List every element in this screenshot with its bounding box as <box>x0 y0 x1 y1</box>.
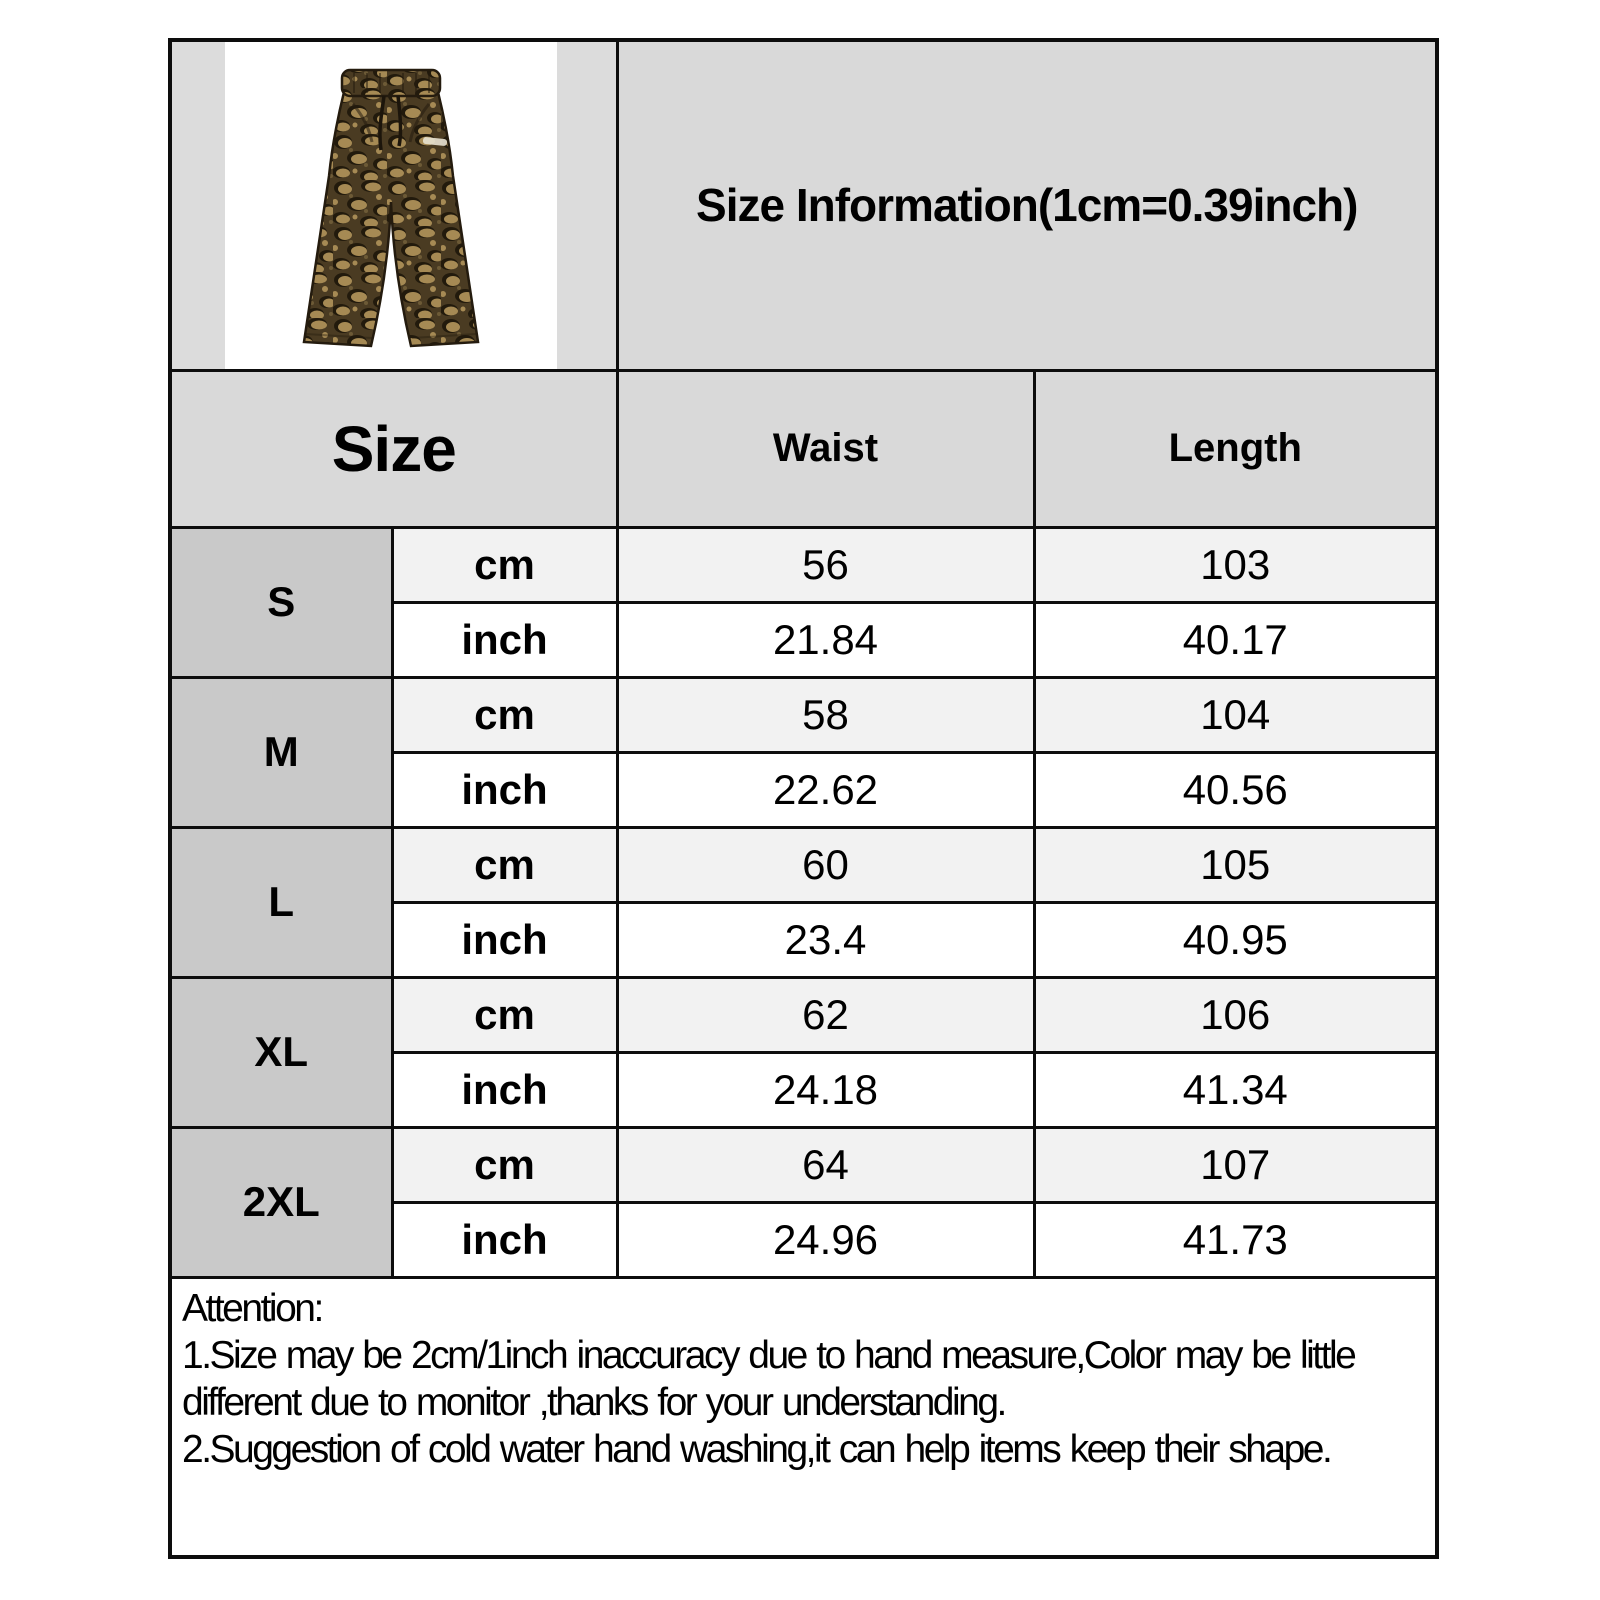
table-row-xl-cm <box>170 977 1437 1052</box>
attention-note-1: 1.Size may be 2cm/1inch inaccuracy due to hand measure,Color may be little different due to monitor ,thanks for your understanding. <box>182 1333 1355 1424</box>
size-header-label: Size <box>331 412 456 485</box>
leopard-pants-image <box>225 42 557 370</box>
table-row-m-cm <box>170 677 1437 752</box>
size-label-s: S <box>170 527 392 677</box>
waist-value: 56 <box>617 527 1034 602</box>
waist-value: 58 <box>617 677 1034 752</box>
header-row <box>170 370 1437 527</box>
unit-label: cm <box>392 1127 617 1202</box>
unit-label: inch <box>392 1052 617 1127</box>
length-value: 105 <box>1034 827 1437 902</box>
unit-label: cm <box>392 527 617 602</box>
unit-label: cm <box>392 827 617 902</box>
length-value: 40.56 <box>1034 752 1437 827</box>
table-row-l-cm <box>170 827 1437 902</box>
size-label-l: L <box>170 827 392 977</box>
size-header-cell <box>170 370 617 527</box>
attention-row <box>170 1277 1437 1557</box>
size-info-title-cell <box>617 40 1437 370</box>
waist-value: 64 <box>617 1127 1034 1202</box>
waist-value: 24.96 <box>617 1202 1034 1277</box>
length-value: 106 <box>1034 977 1437 1052</box>
size-label-m: M <box>170 677 392 827</box>
size-label-2xl: 2XL <box>170 1127 392 1277</box>
waist-value: 21.84 <box>617 602 1034 677</box>
length-value: 103 <box>1034 527 1437 602</box>
size-info-title: Size Information(1cm=0.39inch) <box>696 179 1358 232</box>
waist-value: 62 <box>617 977 1034 1052</box>
table-row-s-cm <box>170 527 1437 602</box>
length-value: 40.95 <box>1034 902 1437 977</box>
size-chart-table <box>168 38 1439 1559</box>
attention-section <box>170 1277 1437 1557</box>
waist-value: 60 <box>617 827 1034 902</box>
unit-label: cm <box>392 977 617 1052</box>
media-row <box>170 40 1437 370</box>
waist-value: 24.18 <box>617 1052 1034 1127</box>
unit-label: inch <box>392 1202 617 1277</box>
waist-value: 23.4 <box>617 902 1034 977</box>
length-value: 107 <box>1034 1127 1437 1202</box>
unit-label: inch <box>392 752 617 827</box>
length-value: 41.73 <box>1034 1202 1437 1277</box>
attention-heading: Attention: <box>182 1286 322 1330</box>
length-value: 41.34 <box>1034 1052 1437 1127</box>
unit-label: inch <box>392 602 617 677</box>
length-value: 104 <box>1034 677 1437 752</box>
attention-note-2: 2.Suggestion of cold water hand washing,it can help items keep their shape. <box>182 1427 1331 1471</box>
length-header-label: Length <box>1168 426 1302 470</box>
size-label-xl: XL <box>170 977 392 1127</box>
table-row-2xl-cm <box>170 1127 1437 1202</box>
unit-label: inch <box>392 902 617 977</box>
waist-header-label: Waist <box>772 426 879 470</box>
product-photo <box>225 42 557 370</box>
waist-value: 22.62 <box>617 752 1034 827</box>
length-header-cell <box>1034 370 1437 527</box>
length-value: 40.17 <box>1034 602 1437 677</box>
product-photo-cell <box>170 40 617 370</box>
unit-label: cm <box>392 677 617 752</box>
waist-header-cell <box>617 370 1034 527</box>
